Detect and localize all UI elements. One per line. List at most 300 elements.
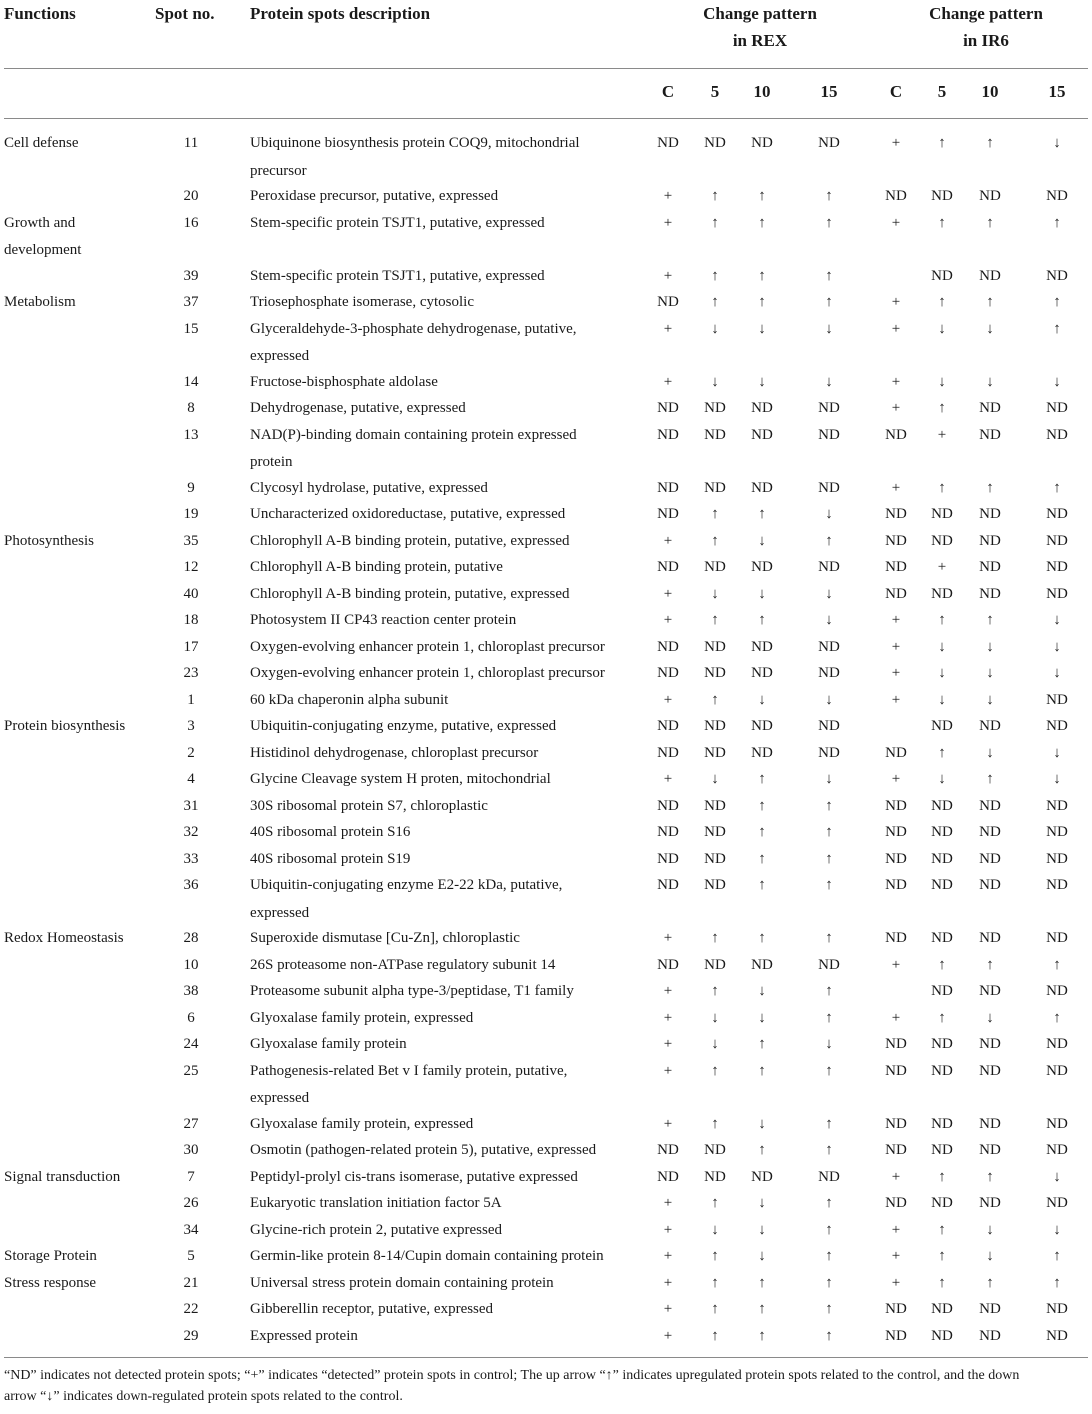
rex-value-c: ND xyxy=(657,506,679,522)
rex-value-5: ND xyxy=(704,426,726,443)
function-label: Metabolism xyxy=(4,294,76,310)
rex-value-c: ND xyxy=(657,850,679,867)
protein-description xyxy=(250,793,640,821)
table-row xyxy=(0,528,1092,555)
rex-value-15: ↑ xyxy=(825,188,833,204)
rex-value-5: ↓ xyxy=(711,1036,719,1052)
protein-description xyxy=(250,422,640,477)
ir6-value-10: ↓ xyxy=(986,691,994,708)
ir6-value-15: ↓ xyxy=(1053,665,1061,681)
rex-value-15: ↑ xyxy=(825,850,833,867)
description-line: Pathogenesis-related Bet v I family protein, putative, xyxy=(250,1062,568,1079)
spot-number: 15 xyxy=(183,320,199,337)
rex-value-10: ND xyxy=(751,426,773,443)
ir6-value-15: ↑ xyxy=(1053,956,1061,973)
spot-number: 11 xyxy=(183,135,199,151)
protein-description xyxy=(250,634,640,662)
rex-value-10: ↑ xyxy=(758,214,766,231)
ir6-value-5: ↑ xyxy=(938,1248,946,1264)
spot-number: 2 xyxy=(187,744,195,761)
rex-value-10: ↓ xyxy=(758,532,766,549)
rex-value-15: ↓ xyxy=(825,506,833,522)
rex-value-c: ND xyxy=(657,638,679,655)
rex-value-5: ↑ xyxy=(711,1062,719,1079)
ir6-value-15: ND xyxy=(1046,718,1068,734)
ir6-value-15: ND xyxy=(1046,1062,1068,1079)
table-row xyxy=(0,1058,1092,1111)
ir6-value-c: ND xyxy=(885,559,907,575)
ir6-value-15: ↓ xyxy=(1053,638,1061,655)
header-spot-no: Spot no. xyxy=(155,4,215,23)
subheader-ir6-15: 15 xyxy=(1048,82,1066,101)
rex-value-15: ND xyxy=(818,744,840,761)
description-line: Fructose-bisphosphate aldolase xyxy=(250,373,438,390)
description-line: 30S ribosomal protein S7, chloroplastic xyxy=(250,797,488,814)
ir6-value-10: ND xyxy=(979,400,1001,416)
ir6-value-10: ND xyxy=(979,1036,1001,1052)
spot-number: 22 xyxy=(183,1301,199,1317)
subheader-ir6-10: 10 xyxy=(981,82,999,101)
ir6-value-c: + xyxy=(891,479,901,496)
spot-number: 17 xyxy=(183,638,199,655)
rex-value-15: ↑ xyxy=(825,1062,833,1079)
ir6-value-c: + xyxy=(891,135,901,151)
table-row xyxy=(0,501,1092,528)
rex-value-15: ND xyxy=(818,400,840,416)
ir6-value-5: ND xyxy=(931,585,953,602)
table-row xyxy=(0,130,1092,183)
table-row xyxy=(0,952,1092,979)
protein-description xyxy=(250,395,640,423)
rex-value-10: ↓ xyxy=(758,1248,766,1264)
rex-value-15: ND xyxy=(818,426,840,443)
ir6-value-5: ND xyxy=(931,1142,953,1158)
ir6-value-10: ND xyxy=(979,426,1001,443)
ir6-value-15: ↑ xyxy=(1053,320,1061,337)
table-row xyxy=(0,634,1092,661)
ir6-value-5: ↑ xyxy=(938,1009,946,1026)
table-footnote xyxy=(4,1365,1088,1407)
ir6-value-c: + xyxy=(891,638,901,655)
ir6-value-c: ND xyxy=(885,1036,907,1052)
ir6-value-15: ND xyxy=(1046,559,1068,575)
rex-value-c: + xyxy=(663,771,673,787)
rex-value-5: ↑ xyxy=(711,267,719,284)
protein-description xyxy=(250,846,640,874)
spot-number: 12 xyxy=(183,559,199,575)
table-row xyxy=(0,819,1092,846)
table-row xyxy=(0,263,1092,290)
rex-value-5: ↑ xyxy=(711,1274,719,1291)
function-cell xyxy=(4,925,144,953)
ir6-value-15: ND xyxy=(1046,1142,1068,1158)
table-row xyxy=(0,1137,1092,1164)
rex-value-c: + xyxy=(663,1009,673,1026)
description-line: Chlorophyll A-B binding protein, putative, expressed xyxy=(250,585,570,602)
description-line: Oxygen-evolving enhancer protein 1, chloroplast precursor xyxy=(250,638,605,655)
rex-value-10: ↑ xyxy=(758,506,766,522)
ir6-value-5: + xyxy=(937,559,947,575)
ir6-value-c: + xyxy=(891,691,901,708)
subheader-rex-10: 10 xyxy=(753,82,771,101)
ir6-value-10: ↓ xyxy=(986,638,994,655)
ir6-value-5: ↓ xyxy=(938,638,946,655)
ir6-value-10: ND xyxy=(979,267,1001,284)
table-row xyxy=(0,793,1092,820)
rex-value-15: ↑ xyxy=(825,1301,833,1317)
spot-number: 40 xyxy=(183,585,199,602)
spot-number: 27 xyxy=(183,1115,199,1132)
ir6-value-15: ↑ xyxy=(1053,1274,1061,1291)
ir6-value-10: ND xyxy=(979,930,1001,946)
table-row xyxy=(0,660,1092,687)
table-row xyxy=(0,395,1092,422)
ir6-value-5: ND xyxy=(931,1301,953,1317)
ir6-value-5: ND xyxy=(931,797,953,814)
ir6-value-10: ND xyxy=(979,1195,1001,1211)
protein-description xyxy=(250,289,640,317)
ir6-value-5: ND xyxy=(931,1036,953,1052)
table-row xyxy=(0,978,1092,1005)
rex-value-c: + xyxy=(663,612,673,628)
ir6-value-15: ND xyxy=(1046,691,1068,708)
rex-value-10: ↑ xyxy=(758,797,766,814)
rex-value-15: ↑ xyxy=(825,1274,833,1291)
description-line: protein xyxy=(250,454,293,470)
description-line: Eukaryotic translation initiation factor 5A xyxy=(250,1195,502,1211)
protein-description xyxy=(250,316,640,371)
ir6-value-10: ND xyxy=(979,585,1001,602)
table-row xyxy=(0,1190,1092,1217)
rex-value-c: + xyxy=(663,1327,673,1344)
ir6-value-c: ND xyxy=(885,877,907,893)
ir6-value-10: ↓ xyxy=(986,320,994,337)
ir6-value-15: ND xyxy=(1046,983,1068,999)
ir6-value-5: ↑ xyxy=(938,294,946,310)
rex-value-10: ND xyxy=(751,559,773,575)
protein-description xyxy=(250,1190,640,1218)
ir6-value-10: ND xyxy=(979,506,1001,522)
ir6-value-5: ND xyxy=(931,824,953,840)
ir6-value-10: ND xyxy=(979,1062,1001,1079)
rex-value-5: ND xyxy=(704,744,726,761)
protein-description xyxy=(250,1111,640,1139)
protein-description xyxy=(250,819,640,847)
rex-value-5: ND xyxy=(704,824,726,840)
ir6-value-15: ND xyxy=(1046,532,1068,549)
rex-value-15: ↑ xyxy=(825,930,833,946)
description-line: Uncharacterized oxidoreductase, putative, expressed xyxy=(250,506,566,522)
header-divider xyxy=(4,68,1088,69)
ir6-value-10: ND xyxy=(979,1142,1001,1158)
rex-value-15: ↓ xyxy=(825,320,833,337)
description-line: Stem-specific protein TSJT1, putative, expressed xyxy=(250,214,545,231)
ir6-value-15: ND xyxy=(1046,877,1068,893)
function-cell xyxy=(4,1270,144,1298)
function-cell xyxy=(4,210,144,265)
function-cell xyxy=(4,130,144,158)
rex-value-10: ND xyxy=(751,956,773,973)
ir6-value-10: ND xyxy=(979,1327,1001,1344)
ir6-value-c: + xyxy=(891,1221,901,1238)
protein-description xyxy=(250,766,640,794)
rex-value-5: ↑ xyxy=(711,1195,719,1211)
rex-value-c: + xyxy=(663,930,673,946)
spot-number: 31 xyxy=(183,797,199,814)
description-line: Triosephosphate isomerase, cytosolic xyxy=(250,294,474,310)
description-line: Ubiquitin-conjugating enzyme E2-22 kDa, putative, xyxy=(250,877,563,893)
ir6-value-c: + xyxy=(891,612,901,628)
rex-value-5: ND xyxy=(704,877,726,893)
rex-value-c: + xyxy=(663,1301,673,1317)
ir6-value-c: ND xyxy=(885,426,907,443)
ir6-value-10: ↓ xyxy=(986,665,994,681)
rex-value-c: ND xyxy=(657,1168,679,1185)
rex-value-15: ND xyxy=(818,135,840,151)
ir6-value-c: ND xyxy=(885,1115,907,1132)
ir6-value-15: ↓ xyxy=(1053,373,1061,390)
rex-value-5: ↓ xyxy=(711,771,719,787)
protein-description xyxy=(250,952,640,980)
rex-value-15: ↑ xyxy=(825,1327,833,1344)
table-row xyxy=(0,1323,1092,1350)
protein-description xyxy=(250,501,640,529)
rex-value-c: + xyxy=(663,1274,673,1291)
ir6-value-10: ND xyxy=(979,188,1001,204)
function-label: Photosynthesis xyxy=(4,532,95,549)
rex-value-c: + xyxy=(663,320,673,337)
description-line: Chlorophyll A-B binding protein, putative, expressed xyxy=(250,532,570,549)
ir6-value-5: ND xyxy=(931,850,953,867)
subheader-ir6-c: C xyxy=(889,82,903,101)
ir6-value-c: + xyxy=(891,373,901,390)
rex-value-5: ND xyxy=(704,1168,726,1185)
rex-value-15: ND xyxy=(818,1168,840,1185)
ir6-value-5: ND xyxy=(931,267,953,284)
rex-value-c: + xyxy=(663,1036,673,1052)
protein-description xyxy=(250,687,640,715)
rex-value-5: ND xyxy=(704,956,726,973)
spot-number: 20 xyxy=(183,188,199,204)
ir6-value-5: ND xyxy=(931,506,953,522)
rex-value-15: ↑ xyxy=(825,267,833,284)
ir6-value-c: + xyxy=(891,956,901,973)
ir6-value-10: ND xyxy=(979,850,1001,867)
ir6-value-10: ↑ xyxy=(986,294,994,310)
protein-description xyxy=(250,528,640,556)
description-line: Clycosyl hydrolase, putative, expressed xyxy=(250,479,488,496)
spot-number: 14 xyxy=(183,373,199,390)
rex-value-10: ↓ xyxy=(758,1009,766,1026)
rex-value-10: ↑ xyxy=(758,1274,766,1291)
rex-value-5: ND xyxy=(704,638,726,655)
table-row xyxy=(0,766,1092,793)
ir6-value-10: ↑ xyxy=(986,214,994,231)
rex-value-10: ↑ xyxy=(758,1301,766,1317)
table-row xyxy=(0,1005,1092,1032)
rex-value-15: ↓ xyxy=(825,373,833,390)
ir6-value-5: ↓ xyxy=(938,320,946,337)
rex-value-c: + xyxy=(663,267,673,284)
ir6-value-5: ND xyxy=(931,1327,953,1344)
spot-number: 36 xyxy=(183,877,199,893)
rex-value-5: ND xyxy=(704,1142,726,1158)
rex-value-5: ↑ xyxy=(711,930,719,946)
rex-value-10: ND xyxy=(751,744,773,761)
table-row xyxy=(0,1164,1092,1191)
table-row xyxy=(0,422,1092,475)
ir6-value-c: ND xyxy=(885,532,907,549)
ir6-value-15: ND xyxy=(1046,797,1068,814)
spot-number: 10 xyxy=(183,956,199,973)
ir6-value-5: ↓ xyxy=(938,665,946,681)
ir6-value-c: ND xyxy=(885,188,907,204)
ir6-value-5: ↓ xyxy=(938,691,946,708)
ir6-value-c: ND xyxy=(885,506,907,522)
rex-value-15: ↑ xyxy=(825,294,833,310)
spot-number: 34 xyxy=(183,1221,199,1238)
spot-number: 37 xyxy=(183,294,199,310)
ir6-value-10: ↓ xyxy=(986,744,994,761)
rex-value-c: ND xyxy=(657,956,679,973)
ir6-value-5: ND xyxy=(931,983,953,999)
description-line: expressed xyxy=(250,348,310,364)
rex-value-15: ↓ xyxy=(825,771,833,787)
ir6-value-15: ND xyxy=(1046,1301,1068,1317)
rex-value-15: ↓ xyxy=(825,612,833,628)
rex-value-c: ND xyxy=(657,294,679,310)
function-cell xyxy=(4,1243,144,1271)
rex-value-10: ↓ xyxy=(758,585,766,602)
rex-value-5: ND xyxy=(704,135,726,151)
ir6-value-15: ↓ xyxy=(1053,612,1061,628)
table-row xyxy=(0,316,1092,369)
table-row xyxy=(0,740,1092,767)
function-label: development xyxy=(4,242,82,258)
ir6-value-c: + xyxy=(891,1274,901,1291)
subheader-rex-5: 5 xyxy=(710,82,720,101)
rex-value-c: ND xyxy=(657,877,679,893)
ir6-value-15: ↑ xyxy=(1053,1009,1061,1026)
ir6-value-c: ND xyxy=(885,585,907,602)
rex-value-c: ND xyxy=(657,797,679,814)
rex-value-15: ↑ xyxy=(825,1115,833,1132)
rex-value-5: ↑ xyxy=(711,214,719,231)
table-row xyxy=(0,475,1092,502)
rex-value-10: ↑ xyxy=(758,267,766,284)
protein-description xyxy=(250,475,640,503)
ir6-value-15: ↓ xyxy=(1053,135,1061,151)
rex-value-5: ND xyxy=(704,400,726,416)
protein-description xyxy=(250,713,640,741)
rex-value-15: ↑ xyxy=(825,1142,833,1158)
rex-value-15: ↓ xyxy=(825,585,833,602)
ir6-value-5: ↑ xyxy=(938,135,946,151)
rex-value-5: ↑ xyxy=(711,1327,719,1344)
rex-value-c: + xyxy=(663,373,673,390)
rex-value-15: ↑ xyxy=(825,214,833,231)
rex-value-10: ND xyxy=(751,400,773,416)
ir6-value-15: ↑ xyxy=(1053,1248,1061,1264)
table-row xyxy=(0,1031,1092,1058)
rex-value-15: ND xyxy=(818,479,840,496)
rex-value-15: ND xyxy=(818,956,840,973)
ir6-value-5: ↑ xyxy=(938,214,946,231)
rex-value-5: ND xyxy=(704,797,726,814)
rex-value-10: ↑ xyxy=(758,850,766,867)
protein-description xyxy=(250,1270,640,1298)
ir6-value-15: ND xyxy=(1046,400,1068,416)
description-line: Histidinol dehydrogenase, chloroplast precursor xyxy=(250,744,539,761)
function-label: Storage Protein xyxy=(4,1248,97,1264)
description-line: expressed xyxy=(250,904,310,921)
function-label: Signal transduction xyxy=(4,1168,121,1185)
description-line: 40S ribosomal protein S19 xyxy=(250,850,411,867)
protein-description xyxy=(250,1031,640,1059)
table-row xyxy=(0,846,1092,873)
rex-value-15: ↓ xyxy=(825,1036,833,1052)
protein-description xyxy=(250,210,640,238)
rex-value-10: ND xyxy=(751,479,773,496)
ir6-value-5: ↓ xyxy=(938,373,946,390)
rex-value-c: + xyxy=(663,1115,673,1132)
table-bottom-rule xyxy=(4,1357,1088,1358)
rex-value-15: ↑ xyxy=(825,797,833,814)
ir6-value-10: ↑ xyxy=(986,771,994,787)
spot-number: 5 xyxy=(187,1248,195,1264)
rex-value-10: ↓ xyxy=(758,983,766,999)
ir6-value-5: ↑ xyxy=(938,956,946,973)
ir6-value-5: + xyxy=(937,426,947,443)
ir6-value-5: ↑ xyxy=(938,1221,946,1238)
ir6-value-c: + xyxy=(891,1168,901,1185)
ir6-value-10: ↓ xyxy=(986,373,994,390)
spot-number: 38 xyxy=(183,983,199,999)
description-line: expressed xyxy=(250,1090,310,1106)
ir6-value-10: ↓ xyxy=(986,1221,994,1238)
rex-value-c: + xyxy=(663,1195,673,1211)
ir6-value-15: ND xyxy=(1046,1195,1068,1211)
table-row xyxy=(0,1217,1092,1244)
rex-value-15: ↑ xyxy=(825,1248,833,1264)
rex-value-10: ND xyxy=(751,135,773,151)
rex-value-5: ND xyxy=(704,559,726,575)
description-line: Expressed protein xyxy=(250,1327,358,1344)
rex-value-5: ND xyxy=(704,479,726,496)
spot-number: 26 xyxy=(183,1195,199,1211)
ir6-value-5: ND xyxy=(931,1115,953,1132)
rex-value-c: + xyxy=(663,214,673,231)
description-line: Chlorophyll A-B binding protein, putative xyxy=(250,559,503,575)
ir6-value-10: ND xyxy=(979,983,1001,999)
protein-description xyxy=(250,978,640,1006)
description-line: Proteasome subunit alpha type-3/peptidase, T1 family xyxy=(250,983,574,999)
rex-value-5: ↑ xyxy=(711,1248,719,1264)
ir6-value-c: ND xyxy=(885,797,907,814)
rex-value-10: ↓ xyxy=(758,1195,766,1211)
ir6-value-10: ND xyxy=(979,877,1001,893)
ir6-value-5: ↑ xyxy=(938,1274,946,1291)
header-rex-line1: Change pattern xyxy=(703,4,817,23)
ir6-value-15: ND xyxy=(1046,267,1068,284)
description-line: Glycine Cleavage system H proten, mitochondrial xyxy=(250,771,551,787)
ir6-value-5: ND xyxy=(931,930,953,946)
rex-value-c: ND xyxy=(657,1142,679,1158)
rex-value-5: ↓ xyxy=(711,585,719,602)
ir6-value-5: ND xyxy=(931,1062,953,1079)
description-line: Glyoxalase family protein xyxy=(250,1036,407,1052)
rex-value-10: ↑ xyxy=(758,1036,766,1052)
